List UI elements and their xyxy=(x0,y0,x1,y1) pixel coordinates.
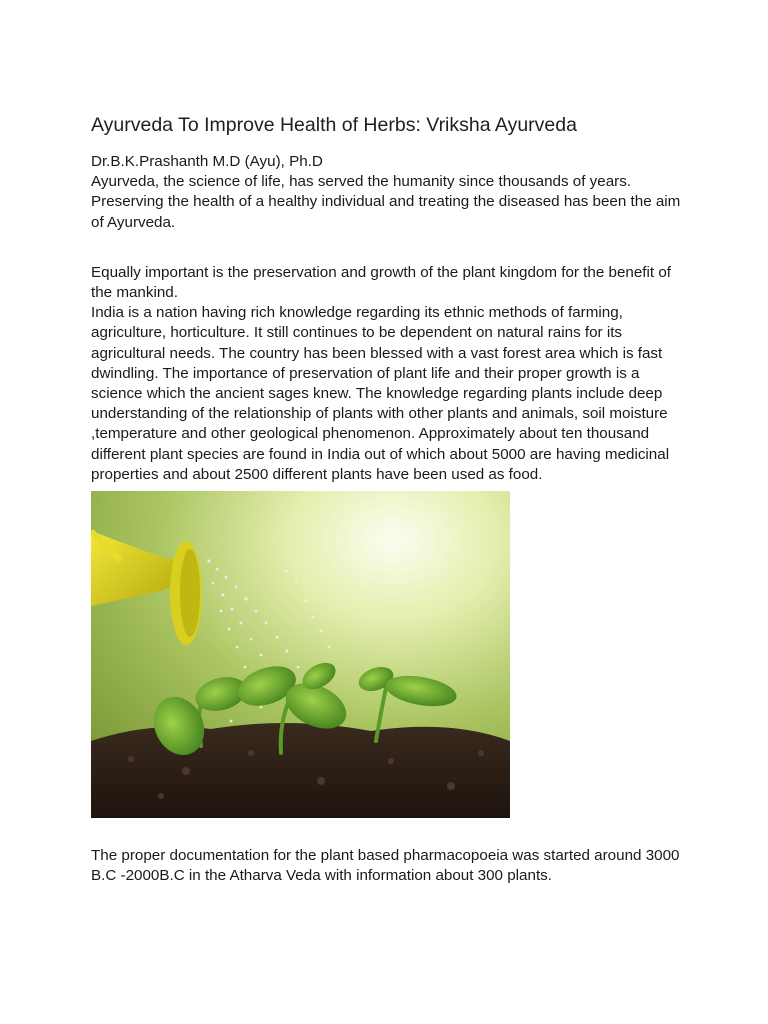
document-page xyxy=(91,112,691,886)
intro-paragraph: Ayurveda, the science of life, has served the humanity since thousands of years. Preserving the health of a healthy individual and treating the diseased has been the aim of Ayurveda. xyxy=(91,173,681,231)
preservation-paragraph: Equally important is the preservation and growth of the plant kingdom for the benefit of the mankind. xyxy=(91,263,671,302)
author-line: Dr.B.K.Prashanth M.D (Ayu), Ph.D xyxy=(91,153,323,170)
india-paragraph: India is a nation having rich knowledge regarding its ethnic methods of farming, agriculture, horticulture. It still continues to be dependent on natural rains for its agricultural needs. The country has been blessed with a vast forest area which is fast dwindling. The importance of preservation of plant life and their proper growth is a science which the ancient sages knew. The knowledge regarding plants include deep understanding of the relationship of plants with other plants and animals, soil moisture ,temperature and other geological phenomenon. Approximately about ten thousand different plant species are found in India out of which about 5000 are having medicinal properties and about 2500 different plants have been used as food. xyxy=(91,304,670,483)
watering-seedlings-image xyxy=(91,491,510,818)
pharmacopoeia-paragraph: The proper documentation for the plant based pharmacopoeia was started around 3000 B.C -2000B.C in the Atharva Veda with information about 300 plants. xyxy=(91,847,680,885)
document-title: Ayurveda To Improve Health of Herbs: Vriksha Ayurveda xyxy=(91,114,577,136)
